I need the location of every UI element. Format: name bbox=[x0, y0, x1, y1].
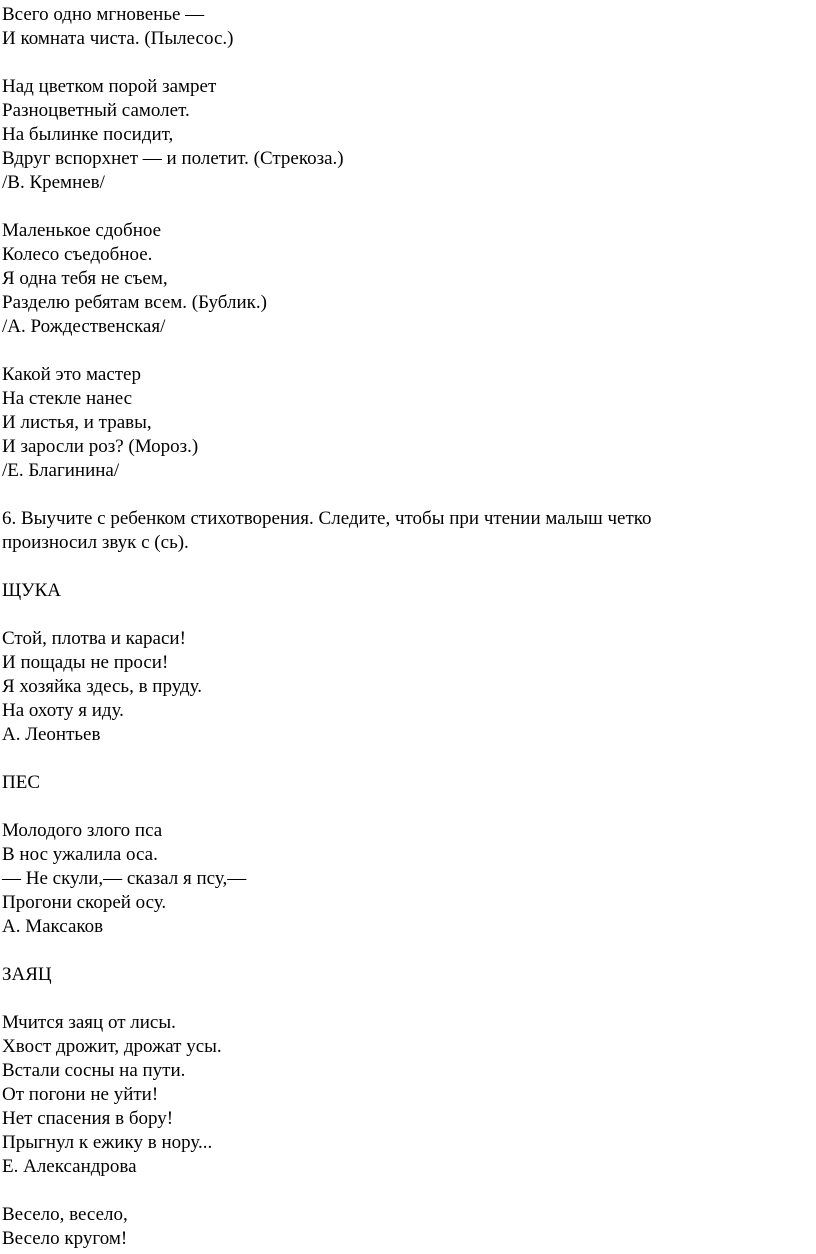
poem-merry-line-2: Весело кругом! bbox=[2, 1228, 128, 1249]
poem-hare-line-2: Хвост дрожит, дрожат усы. bbox=[2, 1036, 222, 1057]
poem-pike-title: ЩУКА bbox=[2, 580, 62, 601]
riddle-bagel-author: /А. Рождественская/ bbox=[2, 316, 166, 337]
riddle-bagel-line-3: Я одна тебя не съем, bbox=[2, 268, 168, 289]
riddle-bagel-line-1: Маленькое сдобное bbox=[2, 220, 162, 241]
instruction-line-1: 6. Выучите с ребенком стихотворения. Следите, чтобы при чтении малыш четко bbox=[2, 508, 652, 529]
poem-pike-line-4: На охоту я иду. bbox=[2, 700, 124, 721]
riddle-frost-line-4: И заросли роз? (Мороз.) bbox=[2, 436, 199, 457]
poem-hare-line-4: От погони не уйти! bbox=[2, 1084, 159, 1105]
poem-hare-author: Е. Александрова bbox=[2, 1156, 137, 1177]
riddle-dragonfly-line-1: Над цветком порой замрет bbox=[2, 76, 217, 97]
riddle-frost-author: /Е. Благинина/ bbox=[2, 460, 120, 481]
poem-dog-title: ПЕС bbox=[2, 772, 40, 793]
poem-hare-line-5: Нет спасения в бору! bbox=[2, 1108, 174, 1129]
poem-dog-line-4: Прогони скорей осу. bbox=[2, 892, 167, 913]
poem-pike-line-2: И пощады не проси! bbox=[2, 652, 169, 673]
riddle-frost-line-2: На стекле нанес bbox=[2, 388, 133, 409]
poem-pike-line-1: Стой, плотва и караси! bbox=[2, 628, 186, 649]
poem-dog-line-1: Молодого злого пса bbox=[2, 820, 163, 841]
riddle-dragonfly-line-4: Вдруг вспорхнет — и полетит. (Стрекоза.) bbox=[2, 148, 344, 169]
poem-dog-line-2: В нос ужалила оса. bbox=[2, 844, 158, 865]
poem-hare-line-1: Мчится заяц от лисы. bbox=[2, 1012, 176, 1033]
poem-pike-author: А. Леонтьев bbox=[2, 724, 101, 745]
riddle-dragonfly-line-3: На былинке посидит, bbox=[2, 124, 174, 145]
poem-hare-line-3: Встали сосны на пути. bbox=[2, 1060, 186, 1081]
riddle-bagel-line-4: Разделю ребятам всем. (Бублик.) bbox=[2, 292, 267, 313]
riddle-vacuum-line-2: И комната чиста. (Пылесос.) bbox=[2, 28, 234, 49]
riddle-frost-line-3: И листья, и травы, bbox=[2, 412, 152, 433]
riddle-dragonfly-author: /В. Кремнев/ bbox=[2, 172, 105, 193]
poem-hare-line-6: Прыгнул к ежику в нору... bbox=[2, 1132, 213, 1153]
poem-dog-author: А. Максаков bbox=[2, 916, 104, 937]
poem-dog-line-3: — Не скули,— сказал я псу,— bbox=[2, 868, 247, 889]
poem-hare-title: ЗАЯЦ bbox=[2, 964, 52, 985]
instruction-line-2: произносил звук с (сь). bbox=[2, 532, 189, 553]
riddle-frost-line-1: Какой это мастер bbox=[2, 364, 141, 385]
riddle-dragonfly-line-2: Разноцветный самолет. bbox=[2, 100, 190, 121]
riddle-vacuum-line-1: Всего одно мгновенье — bbox=[2, 4, 205, 25]
riddle-bagel-line-2: Колесо съедобное. bbox=[2, 244, 153, 265]
poem-merry-line-1: Весело, весело, bbox=[2, 1204, 128, 1225]
poem-pike-line-3: Я хозяйка здесь, в пруду. bbox=[2, 676, 203, 697]
